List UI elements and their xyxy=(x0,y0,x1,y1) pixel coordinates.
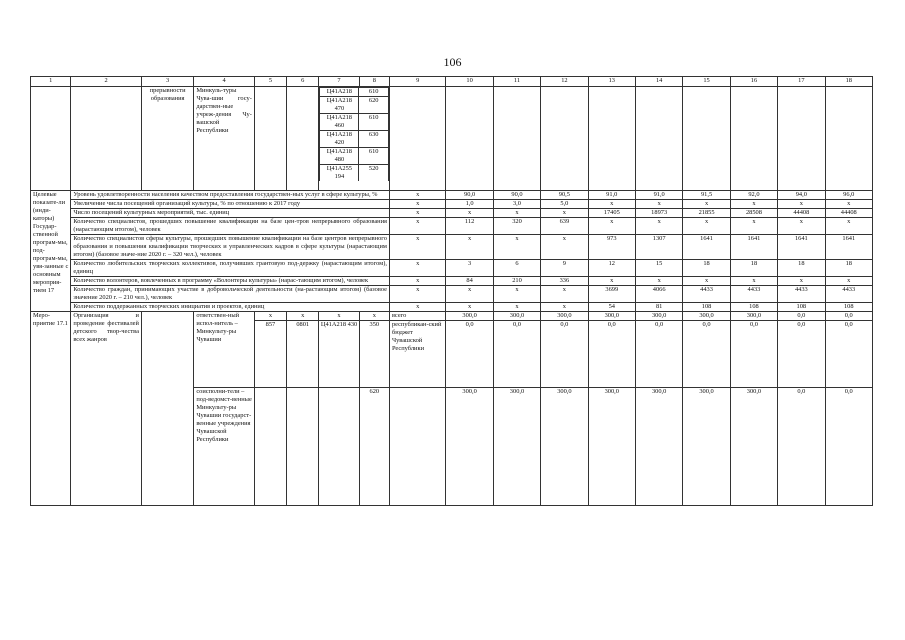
indicator-value: x xyxy=(778,218,825,235)
code-c8: 630 xyxy=(359,131,389,148)
indicator-value: x xyxy=(730,277,777,286)
indicator-value: 94,0 xyxy=(778,191,825,200)
indicator-row xyxy=(31,277,873,286)
indicator-text: Количество волонтеров, вовлеченных в программу «Волонтеры культуры» (нарас-тающим итогом), человек xyxy=(71,277,390,286)
indicator-value: 15 xyxy=(635,260,682,277)
indicator-value: 17405 xyxy=(588,209,635,218)
indicator-value: 4433 xyxy=(825,286,872,303)
indicator-text: Число посещений культурных мероприятий, тыс. единиц xyxy=(71,209,390,218)
republic-value: 0,0 xyxy=(778,388,825,506)
column-number: 2 xyxy=(71,77,142,87)
indicator-value: x xyxy=(825,200,872,209)
indicator-source: x xyxy=(389,235,445,260)
indicator-value: 90,0 xyxy=(446,191,493,200)
indicator-text: Уровень удовлетворенности населения качеством предоставления государствен-ных услуг в сфере культуры, % xyxy=(71,191,390,200)
indicator-value: 92,0 xyxy=(730,191,777,200)
column-number: 7 xyxy=(319,77,359,87)
column-number-row xyxy=(31,77,873,87)
indicator-value: 336 xyxy=(541,277,588,286)
indicator-value: 108 xyxy=(825,303,872,312)
indicator-value: 4433 xyxy=(778,286,825,303)
indicator-value: x xyxy=(683,200,730,209)
indicator-value: 3,0 xyxy=(493,200,540,209)
x-mark: x xyxy=(255,312,286,321)
indicator-value: 4433 xyxy=(683,286,730,303)
indicator-value: 90,0 xyxy=(493,191,540,200)
indicator-value: x xyxy=(778,200,825,209)
indicator-value: 91,0 xyxy=(588,191,635,200)
republic-value: 300,0 xyxy=(588,388,635,506)
indicator-value: 5,0 xyxy=(541,200,588,209)
indicator-value: 1641 xyxy=(825,235,872,260)
expense-code-b: 620 xyxy=(359,388,389,506)
indicator-value: 112 xyxy=(446,218,493,235)
indicator-value: 210 xyxy=(493,277,540,286)
indicator-value: x xyxy=(541,209,588,218)
total-value: 300,0 xyxy=(683,312,729,321)
indicator-source: x xyxy=(389,191,445,200)
indicator-value: 6 xyxy=(493,260,540,277)
indicator-value: 91,0 xyxy=(635,191,682,200)
republic-value: 0,0 xyxy=(844,321,853,328)
indicator-row xyxy=(31,303,873,312)
indicator-value: x xyxy=(493,235,540,260)
indicator-value: x xyxy=(446,303,493,312)
indicator-text: Количество любительских творческих коллективов, получивших грантовую под-держку (нарастающим итогом), единиц xyxy=(71,260,390,277)
indicator-row xyxy=(31,191,873,200)
section-code: 0801 xyxy=(296,321,310,328)
total-value: 300,0 xyxy=(589,312,635,321)
column-number: 15 xyxy=(683,77,730,87)
x-mark: x xyxy=(360,312,389,321)
republic-value: 300,0 xyxy=(493,388,540,506)
column-number: 3 xyxy=(141,77,193,87)
code-c8: 520 xyxy=(359,165,389,182)
republic-value: 300,0 xyxy=(446,388,493,506)
column-number: 17 xyxy=(778,77,825,87)
republic-value: 0,0 xyxy=(702,321,711,328)
indicator-value: 28508 xyxy=(730,209,777,218)
column-number: 5 xyxy=(254,77,286,87)
indicator-value: x xyxy=(541,235,588,260)
total-value: 300,0 xyxy=(731,312,777,321)
event-name: Организация и проведение фестивалей детского твор-чества всех жанров xyxy=(71,312,142,506)
indicator-value: 320 xyxy=(493,218,540,235)
indicator-value: 4066 xyxy=(635,286,682,303)
column-number: 16 xyxy=(730,77,777,87)
republic-value: 300,0 xyxy=(541,388,588,506)
indicator-value: 84 xyxy=(446,277,493,286)
indicator-value: x xyxy=(778,277,825,286)
indicator-value: 108 xyxy=(730,303,777,312)
indicator-value: x xyxy=(541,303,588,312)
indicator-value: x xyxy=(541,286,588,303)
column-number: 6 xyxy=(287,77,319,87)
event-row-total xyxy=(31,312,873,388)
x-mark: x xyxy=(319,312,358,321)
indicator-value: 90,5 xyxy=(541,191,588,200)
event-number: Меро-приятие 17.1 xyxy=(31,312,71,506)
indicator-value: x xyxy=(683,218,730,235)
indicator-value: 21855 xyxy=(683,209,730,218)
indicator-value: 18 xyxy=(683,260,730,277)
code-list xyxy=(319,87,390,191)
indicator-value: 18973 xyxy=(635,209,682,218)
code-c8: 620 xyxy=(359,97,389,114)
indicator-value: x xyxy=(588,277,635,286)
indicator-value: 973 xyxy=(588,235,635,260)
indicator-value: x xyxy=(730,200,777,209)
indicator-value: 96,0 xyxy=(825,191,872,200)
total-value: 300,0 xyxy=(541,312,587,321)
code-c7: Ц41А218 420 xyxy=(320,131,359,148)
indicator-source: x xyxy=(389,303,445,312)
indicator-value: 18 xyxy=(825,260,872,277)
grbs-code: 857 xyxy=(265,321,276,328)
indicator-source: x xyxy=(389,200,445,209)
indicator-source: x xyxy=(389,286,445,303)
total-value: 0,0 xyxy=(826,312,872,321)
measure-name-cont: прерывности образования xyxy=(141,87,193,191)
indicator-value: 54 xyxy=(588,303,635,312)
executor-cont: Минкуль-туры Чува-шии госу-дарствен-ные учреж-дения Чу-вашской Республики xyxy=(194,87,255,191)
column-number: 14 xyxy=(635,77,682,87)
code-c7: Ц41А218 460 xyxy=(320,114,359,131)
indicator-value: 108 xyxy=(778,303,825,312)
co-executors: соисполни-тели – под-ведомст-венные Минкульту-ры Чувашии государст-венные учреждения Чувашской Республики xyxy=(194,388,255,506)
indicators-label: Целевые показате-ли (инди-каторы) Государ-ственной програм-мы, под-програм-мы, увя-занные с основным мероприя-тием 17 xyxy=(31,191,71,312)
expense-code: 350 xyxy=(369,321,380,328)
code-c7: Ц41А255 194 xyxy=(320,165,359,182)
indicator-value: x xyxy=(446,209,493,218)
indicator-value: x xyxy=(683,277,730,286)
code-c8: 610 xyxy=(359,114,389,131)
indicator-source: x xyxy=(389,218,445,235)
indicator-text: Увеличение числа посещений организаций культуры, % по отношению к 2017 году xyxy=(71,200,390,209)
indicator-value: x xyxy=(493,286,540,303)
republic-value: 0,0 xyxy=(797,321,806,328)
indicator-value: 81 xyxy=(635,303,682,312)
indicator-value: 1641 xyxy=(730,235,777,260)
republic-value: 0,0 xyxy=(825,388,872,506)
target-code: Ц41А218 430 xyxy=(320,321,358,328)
indicator-value: x xyxy=(493,209,540,218)
indicator-text: Количество специалистов сферы культуры, прошедших повышение квалификации на базе центров непрерывного образования и повышения квалификации творческих и управленческих кадров в сфере культуры (нарастающим итогом) (базовое значе-ние 2020 г. – 320 чел.), человек xyxy=(71,235,390,260)
indicator-value: 3 xyxy=(446,260,493,277)
indicator-value: 12 xyxy=(588,260,635,277)
republic-value: 0,0 xyxy=(655,321,664,328)
column-number: 10 xyxy=(446,77,493,87)
indicator-value: 9 xyxy=(541,260,588,277)
indicator-value: x xyxy=(493,303,540,312)
indicator-row xyxy=(31,235,873,260)
indicator-source: x xyxy=(389,260,445,277)
code-c7: Ц41А218 480 xyxy=(320,148,359,165)
indicator-value: 44408 xyxy=(778,209,825,218)
code-c8: 610 xyxy=(359,148,389,165)
column-number: 13 xyxy=(588,77,635,87)
column-number: 4 xyxy=(194,77,255,87)
republic-value: 300,0 xyxy=(683,388,730,506)
republic-value: 0,0 xyxy=(749,321,758,328)
indicator-row xyxy=(31,200,873,209)
republic-value: 0,0 xyxy=(607,321,616,328)
indicator-value: 91,5 xyxy=(683,191,730,200)
x-mark: x xyxy=(287,312,318,321)
indicator-row xyxy=(31,218,873,235)
indicator-value: x xyxy=(635,200,682,209)
indicator-value: x xyxy=(730,218,777,235)
republic-value: 300,0 xyxy=(730,388,777,506)
indicator-value: 18 xyxy=(730,260,777,277)
column-number: 18 xyxy=(825,77,872,87)
continuation-row xyxy=(31,87,873,191)
indicator-text: Количество граждан, принимающих участие в добровольческой деятельности (на-растающим итогом) (базовое значение 2020 г. – 210 чел.), человек xyxy=(71,286,390,303)
indicator-value: 44408 xyxy=(825,209,872,218)
indicator-value: 4433 xyxy=(730,286,777,303)
indicator-source: x xyxy=(389,277,445,286)
code-c7: Ц41А218 470 xyxy=(320,97,359,114)
indicator-value: 108 xyxy=(683,303,730,312)
indicator-value: x xyxy=(588,218,635,235)
total-value: 300,0 xyxy=(636,312,682,321)
indicator-value: x xyxy=(446,235,493,260)
indicator-value: 1641 xyxy=(778,235,825,260)
indicator-value: x xyxy=(446,286,493,303)
republic-value: 0,0 xyxy=(560,321,569,328)
indicator-value: 1641 xyxy=(683,235,730,260)
code-c7: Ц41А218 xyxy=(320,88,359,97)
page-number: 106 xyxy=(443,55,462,69)
indicator-text: Количество специалистов, прошедших повышение квалификации на базе цен-тров непрерывного образования (нарастающим итогом), человек xyxy=(71,218,390,235)
column-number: 8 xyxy=(359,77,389,87)
total-value: 300,0 xyxy=(446,312,492,321)
republic-value: 0,0 xyxy=(465,321,474,328)
column-number: 9 xyxy=(389,77,445,87)
program-table xyxy=(30,76,873,506)
responsible-executor: ответствен-ный испол-нитель – Минкульту-ры Чувашии xyxy=(194,312,255,388)
indicator-value: x xyxy=(635,277,682,286)
republic-value: 0,0 xyxy=(512,321,521,328)
column-number: 12 xyxy=(541,77,588,87)
indicator-value: x xyxy=(635,218,682,235)
total-value: 0,0 xyxy=(778,312,824,321)
column-number: 11 xyxy=(493,77,540,87)
total-value: 300,0 xyxy=(494,312,540,321)
republic-value: 300,0 xyxy=(635,388,682,506)
indicator-row xyxy=(31,260,873,277)
indicator-value: 18 xyxy=(778,260,825,277)
indicator-value: x xyxy=(825,277,872,286)
indicator-value: 1,0 xyxy=(446,200,493,209)
code-c8: 610 xyxy=(359,88,389,97)
source-total: всего xyxy=(390,312,445,321)
column-number: 1 xyxy=(31,77,71,87)
source-republic: республикан-ский бюджет Чувашской Республики xyxy=(391,321,442,352)
indicator-source: x xyxy=(389,209,445,218)
indicator-row xyxy=(31,286,873,303)
indicator-value: 1307 xyxy=(635,235,682,260)
indicator-value: x xyxy=(588,200,635,209)
indicators-section xyxy=(31,191,873,312)
indicator-value: 3699 xyxy=(588,286,635,303)
indicator-text: Количество поддержанных творческих инициатив и проектов, единиц xyxy=(71,303,390,312)
indicator-row xyxy=(31,209,873,218)
indicator-value: x xyxy=(825,218,872,235)
indicator-value: 639 xyxy=(541,218,588,235)
